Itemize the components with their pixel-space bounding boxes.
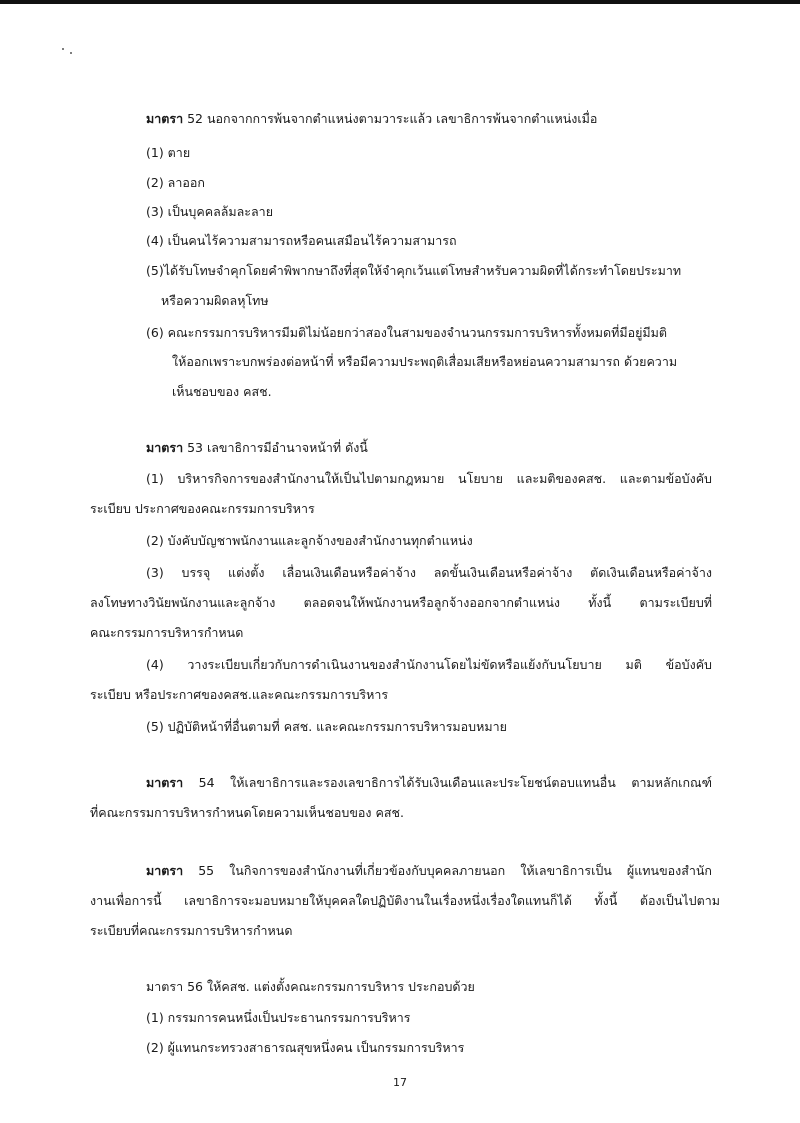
- paragraph-line: ระเบียบ ประกาศของคณะกรรมการบริหาร: [90, 501, 315, 516]
- paragraph-line: (1) บริหารกิจการของสำนักงานให้เป็นไปตามกฎหมาย นโยบาย และมติของคสช. และตามข้อบังคับ: [146, 471, 712, 486]
- paragraph-line: (2) บังคับบัญชาพนักงานและลูกจ้างของสำนักงานทุกตำแหน่ง: [146, 533, 473, 548]
- section-text: ในกิจการของสำนักงานที่เกี่ยวข้องกับบุคคลภายนอก ให้เลขาธิการเป็น ผู้แทนของสำนัก: [229, 863, 712, 878]
- paragraph-line: (5) ปฏิบัติหน้าที่อื่นตามที่ คสช. และคณะกรรมการบริหารมอบหมาย: [146, 719, 507, 734]
- section-label: มาตรา: [146, 111, 184, 126]
- list-item: (1) ตาย: [146, 145, 191, 160]
- list-item: (6) คณะกรรมการบริหารมีมติไม่น้อยกว่าสองในสามของจำนวนกรรมการบริหารทั้งหมดที่มีอยู่มีมติ: [146, 325, 668, 340]
- section-number: 56: [187, 979, 203, 994]
- paragraph-line: ระเบียบที่คณะกรรมการบริหารกำหนด: [90, 923, 293, 938]
- section-number: 52: [187, 111, 203, 126]
- list-item-continuation: หรือความผิดลหุโทษ: [161, 293, 269, 308]
- section-label: มาตรา: [146, 863, 184, 878]
- paragraph-line: งานเพื่อการนี้ เลขาธิการจะมอบหมายให้บุคคลใดปฏิบัติงานในเรื่องหนึ่งเรื่องใดแทนก็ได้ ทั้งนี้ ต้องเป็นไปตาม: [90, 893, 720, 908]
- paragraph-line: (4) วางระเบียบเกี่ยวกับการดำเนินงานของสำนักงานโดยไม่ขัดหรือแย้งกับนโยบาย มติ ข้อบังคับ: [146, 657, 712, 672]
- list-item: (5)ได้รับโทษจำคุกโดยคำพิพากษาถึงที่สุดให้จำคุกเว้นแต่โทษสำหรับความผิดที่ได้กระทำโดยประมาท: [146, 263, 682, 278]
- section-number: 55: [198, 863, 215, 878]
- section-label: มาตรา: [146, 775, 184, 790]
- section-text: ให้คสช. แต่งตั้งคณะกรรมการบริหาร ประกอบด้วย: [206, 979, 475, 994]
- section-number: 53: [187, 440, 203, 455]
- list-item: (4) เป็นคนไร้ความสามารถหรือคนเสมือนไร้ความสามารถ: [146, 233, 457, 248]
- list-item: (2) ลาออก: [146, 175, 205, 190]
- list-item: (3) เป็นบุคคลล้มละลาย: [146, 204, 274, 219]
- section-54-heading: [146, 768, 712, 797]
- section-text: เลขาธิการมีอำนาจหน้าที่ ดังนี้: [206, 440, 368, 455]
- list-item: (2) ผู้แทนกระทรวงสาธารณสุขหนึ่งคน เป็นกรรมการบริหาร: [146, 1040, 465, 1055]
- paragraph-line: ลงโทษทางวินัยพนักงานและลูกจ้าง ตลอดจนให้พนักงานหรือลูกจ้างออกจากตำแหน่ง ทั้งนี้ ตามระเบียบที่: [90, 595, 712, 610]
- section-53-heading: [146, 433, 368, 462]
- paragraph-line: ระเบียบ หรือประกาศของคสช.และคณะกรรมการบริหาร: [90, 687, 389, 702]
- section-55-heading: [146, 856, 712, 885]
- section-text: นอกจากการพ้นจากตำแหน่งตามวาระแล้ว เลขาธิการพ้นจากตำแหน่งเมื่อ: [206, 111, 598, 126]
- paragraph-line: ที่คณะกรรมการบริหารกำหนดโดยความเห็นชอบของ คสช.: [90, 805, 404, 820]
- paragraph-line: คณะกรรมการบริหารกำหนด: [90, 625, 244, 640]
- page-number: 17: [393, 1076, 407, 1089]
- section-label: มาตรา: [146, 440, 184, 455]
- list-item-continuation: เห็นชอบของ คสช.: [172, 384, 272, 399]
- paragraph-line: (3) บรรจุ แต่งตั้ง เลื่อนเงินเดือนหรือค่าจ้าง ลดขั้นเงินเดือนหรือค่าจ้าง ตัดเงินเดือนหรือค่าจ้าง: [146, 565, 712, 580]
- section-56-heading: [146, 972, 475, 1001]
- section-number: 54: [198, 775, 215, 790]
- section-52-heading: [146, 104, 597, 133]
- list-item: (1) กรรมการคนหนึ่งเป็นประธานกรรมการบริหาร: [146, 1010, 411, 1025]
- section-label: มาตรา: [146, 979, 184, 994]
- list-item-continuation: ให้ออกเพราะบกพร่องต่อหน้าที่ หรือมีความประพฤติเสื่อมเสียหรือหย่อนความสามารถ ด้วยความ: [172, 354, 678, 369]
- section-text: ให้เลขาธิการและรองเลขาธิการได้รับเงินเดือนและประโยชน์ตอบแทนอื่น ตามหลักเกณฑ์: [230, 775, 712, 790]
